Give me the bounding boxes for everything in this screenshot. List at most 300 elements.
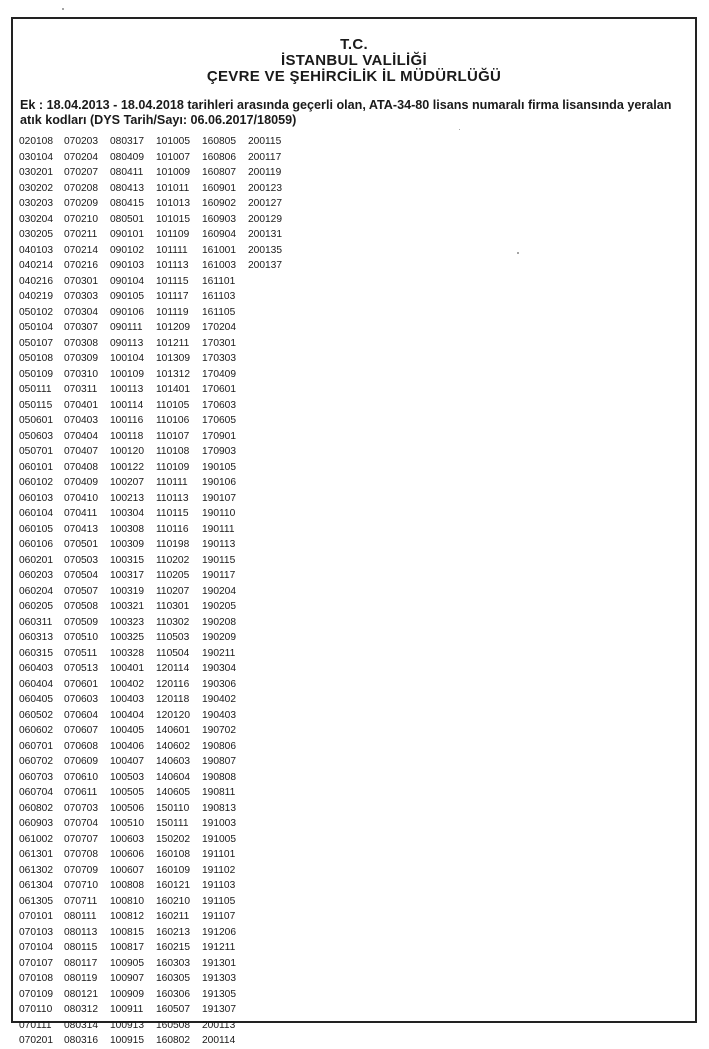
waste-code: 060103 xyxy=(19,492,53,504)
waste-code: 150110 xyxy=(156,802,190,814)
waste-code: 190105 xyxy=(202,461,236,473)
waste-code: 110198 xyxy=(156,539,190,550)
waste-code: 191102 xyxy=(202,864,236,876)
waste-code: 161001 xyxy=(202,244,236,256)
waste-code: 100407 xyxy=(110,756,144,767)
waste-code: 191101 xyxy=(202,849,236,860)
waste-code: 070603 xyxy=(64,694,98,705)
waste-code: 060102 xyxy=(19,477,53,488)
waste-code: 110111 xyxy=(156,477,188,488)
waste-code: 110504 xyxy=(156,647,190,659)
waste-code: 100503 xyxy=(110,771,144,783)
waste-code: 110115 xyxy=(156,508,189,519)
waste-code: 070711 xyxy=(64,895,98,907)
waste-code: 160215 xyxy=(156,942,190,953)
code-column xyxy=(156,134,202,1049)
waste-code: 101013 xyxy=(156,198,190,209)
waste-code: 060203 xyxy=(19,570,53,581)
header-tc: T.C. xyxy=(340,36,368,53)
waste-code: 161103 xyxy=(202,291,236,302)
waste-code: 101309 xyxy=(156,353,190,364)
waste-code: 160211 xyxy=(156,911,190,922)
waste-code: 100817 xyxy=(110,942,144,953)
waste-code: 190304 xyxy=(202,663,236,674)
waste-code: 100915 xyxy=(110,1035,144,1046)
waste-code: 100323 xyxy=(110,616,144,628)
waste-code: 090104 xyxy=(110,275,144,287)
waste-code: 160902 xyxy=(202,198,236,209)
waste-code: 100606 xyxy=(110,849,144,860)
waste-code: 050601 xyxy=(19,415,53,426)
waste-code: 080415 xyxy=(110,198,144,209)
waste-code: 060703 xyxy=(19,771,53,783)
waste-code: 160903 xyxy=(202,213,236,225)
waste-code: 070208 xyxy=(64,182,98,194)
waste-code: 200137 xyxy=(248,260,282,271)
waste-code: 040216 xyxy=(19,275,53,287)
waste-code: 191107 xyxy=(202,911,236,922)
waste-code: 200113 xyxy=(202,1019,236,1031)
waste-code: 110301 xyxy=(156,601,190,612)
waste-code: 061305 xyxy=(19,895,53,907)
waste-code: 060313 xyxy=(19,632,53,643)
waste-code: 160121 xyxy=(156,880,190,891)
waste-code: 100607 xyxy=(110,864,144,876)
code-column xyxy=(64,134,110,1049)
waste-code: 160904 xyxy=(202,229,236,240)
waste-code: 100404 xyxy=(110,709,144,721)
waste-code: 191211 xyxy=(202,942,236,953)
waste-code: 120120 xyxy=(156,709,190,721)
waste-code: 160303 xyxy=(156,957,190,969)
waste-code: 110503 xyxy=(156,632,190,643)
annex-description: Ek : 18.04.2013 - 18.04.2018 tarihleri arasında geçerli olan, ATA-34-80 lisans numaralı firma lisansında yeralan atık kodları (DYS Tarih/Sayı: 06.06.2017/18059) xyxy=(20,98,672,127)
waste-code: 190702 xyxy=(202,725,236,736)
waste-code: 101209 xyxy=(156,322,190,333)
waste-code: 060602 xyxy=(19,725,53,736)
waste-code: 080117 xyxy=(64,957,98,969)
waste-code: 100812 xyxy=(110,911,144,922)
waste-code: 060701 xyxy=(19,740,53,752)
waste-code: 060502 xyxy=(19,709,53,721)
waste-code: 191005 xyxy=(202,833,236,845)
waste-code: 070510 xyxy=(64,632,98,643)
waste-code: 100603 xyxy=(110,833,144,845)
waste-code: 060404 xyxy=(19,678,53,690)
waste-code: 101007 xyxy=(156,151,190,163)
waste-code: 060104 xyxy=(19,508,53,519)
waste-code: 070508 xyxy=(64,601,98,612)
code-column xyxy=(110,134,156,1049)
waste-code: 100405 xyxy=(110,725,144,736)
waste-code: 080111 xyxy=(64,911,97,922)
waste-code: 070307 xyxy=(64,322,98,333)
waste-code: 100122 xyxy=(110,461,144,473)
waste-code: 160306 xyxy=(156,988,190,1000)
waste-code: 060106 xyxy=(19,539,53,550)
waste-code: 110202 xyxy=(156,554,190,566)
waste-code: 100911 xyxy=(110,1004,144,1015)
waste-code: 070611 xyxy=(64,787,98,798)
waste-code: 190306 xyxy=(202,678,236,690)
waste-code: 191303 xyxy=(202,973,236,984)
waste-code: 120114 xyxy=(156,663,190,674)
waste-code: 070513 xyxy=(64,663,98,674)
waste-code: 160213 xyxy=(156,926,190,938)
waste-code: 200131 xyxy=(248,229,282,240)
header-mudurluk: ÇEVRE VE ŞEHİRCİLİK İL MÜDÜRLÜĞÜ xyxy=(206,68,502,85)
waste-code: 101211 xyxy=(156,337,190,349)
waste-code: 100109 xyxy=(110,368,144,380)
waste-code: 160508 xyxy=(156,1019,190,1031)
waste-code: 070204 xyxy=(64,151,98,163)
waste-code: 070303 xyxy=(64,291,98,302)
waste-code: 070409 xyxy=(64,477,98,488)
waste-code: 070407 xyxy=(64,446,98,457)
waste-code: 080121 xyxy=(64,988,98,1000)
waste-code: 161003 xyxy=(202,260,236,271)
waste-code: 190113 xyxy=(202,539,236,550)
waste-code: 140602 xyxy=(156,740,190,752)
waste-code: 100905 xyxy=(110,957,144,969)
waste-code: 100909 xyxy=(110,988,144,1000)
waste-code: 190208 xyxy=(202,616,236,628)
waste-code: 040103 xyxy=(19,244,53,256)
waste-code: 100317 xyxy=(110,570,144,581)
waste-code: 070310 xyxy=(64,368,98,380)
waste-code: 090105 xyxy=(110,291,144,302)
page-frame xyxy=(11,17,697,1046)
waste-code: 100506 xyxy=(110,802,144,814)
waste-code: 070411 xyxy=(64,508,98,519)
waste-code: 100510 xyxy=(110,818,144,829)
waste-code: 070507 xyxy=(64,585,98,597)
waste-code: 110116 xyxy=(156,523,189,535)
waste-code: 101005 xyxy=(156,136,190,147)
waste-code: 060201 xyxy=(19,554,53,566)
waste-code: 190211 xyxy=(202,647,236,659)
waste-code: 100406 xyxy=(110,740,144,752)
waste-code: 101119 xyxy=(156,306,189,318)
waste-code: 190807 xyxy=(202,756,236,767)
waste-code: 101115 xyxy=(156,275,189,287)
waste-code: 170903 xyxy=(202,446,236,457)
waste-code: 200135 xyxy=(248,244,282,256)
waste-code: 070110 xyxy=(19,1004,53,1015)
waste-code: 200119 xyxy=(248,167,282,178)
waste-code: 030104 xyxy=(19,151,53,163)
waste-code: 070704 xyxy=(64,818,98,829)
waste-code: 090113 xyxy=(110,337,144,349)
waste-code: 100328 xyxy=(110,647,144,659)
waste-code: 100308 xyxy=(110,523,144,535)
waste-code: 140601 xyxy=(156,725,190,736)
waste-code: 070308 xyxy=(64,337,98,349)
waste-code: 070408 xyxy=(64,461,98,473)
waste-code: 050108 xyxy=(19,353,53,364)
waste-code: 150111 xyxy=(156,818,189,829)
waste-code: 070410 xyxy=(64,492,98,504)
waste-code: 190205 xyxy=(202,601,236,612)
waste-code: 160305 xyxy=(156,973,190,984)
code-column xyxy=(19,134,64,1049)
scan-speck xyxy=(517,252,519,254)
waste-code: 190808 xyxy=(202,771,236,783)
waste-code: 110105 xyxy=(156,399,190,411)
waste-code: 080312 xyxy=(64,1004,98,1015)
waste-code: 110205 xyxy=(156,570,190,581)
waste-code: 070216 xyxy=(64,260,98,271)
waste-code: 030201 xyxy=(19,167,53,178)
waste-code: 060101 xyxy=(19,461,53,473)
waste-code: 190813 xyxy=(202,802,236,814)
waste-code: 101109 xyxy=(156,229,190,240)
waste-code: 070501 xyxy=(64,539,98,550)
waste-code: 110106 xyxy=(156,415,190,426)
waste-code: 090101 xyxy=(110,229,144,240)
waste-code: 060802 xyxy=(19,802,53,814)
waste-code: 080409 xyxy=(110,151,144,163)
waste-code: 050104 xyxy=(19,322,53,333)
waste-code: 191305 xyxy=(202,988,236,1000)
waste-code: 060204 xyxy=(19,585,53,597)
waste-code: 190209 xyxy=(202,632,236,643)
code-column xyxy=(248,134,298,1049)
waste-code: 190107 xyxy=(202,492,236,504)
waste-code: 200114 xyxy=(202,1035,236,1046)
waste-code: 200117 xyxy=(248,151,282,163)
waste-code: 060311 xyxy=(19,616,53,628)
waste-code: 101009 xyxy=(156,167,190,178)
waste-code: 060405 xyxy=(19,694,53,705)
waste-code: 080316 xyxy=(64,1035,98,1046)
waste-code: 070104 xyxy=(19,942,53,953)
waste-code: 160108 xyxy=(156,849,190,860)
waste-code: 070301 xyxy=(64,275,98,287)
waste-code: 080314 xyxy=(64,1019,98,1031)
waste-code: 160901 xyxy=(202,182,236,194)
waste-code: 070210 xyxy=(64,213,98,225)
waste-code: 060702 xyxy=(19,756,53,767)
waste-code: 060903 xyxy=(19,818,53,829)
waste-code: 050115 xyxy=(19,399,53,411)
waste-code: 100505 xyxy=(110,787,144,798)
waste-code: 040214 xyxy=(19,260,53,271)
waste-code: 160109 xyxy=(156,864,190,876)
waste-code: 100113 xyxy=(110,384,144,395)
waste-code: 100104 xyxy=(110,353,144,364)
waste-code: 060205 xyxy=(19,601,53,612)
waste-code: 200127 xyxy=(248,198,282,209)
waste-code: 070404 xyxy=(64,430,98,442)
waste-code: 161105 xyxy=(202,306,236,318)
waste-code: 100913 xyxy=(110,1019,144,1031)
waste-code: 080501 xyxy=(110,213,144,225)
waste-code: 061301 xyxy=(19,849,53,860)
waste-code: 070504 xyxy=(64,570,98,581)
waste-code: 070311 xyxy=(64,384,98,395)
waste-code: 070107 xyxy=(19,957,53,969)
waste-code: 100304 xyxy=(110,508,144,519)
waste-code: 060315 xyxy=(19,647,53,659)
waste-code: 100808 xyxy=(110,880,144,891)
waste-code: 100116 xyxy=(110,415,144,426)
waste-code: 190402 xyxy=(202,694,236,705)
waste-code: 080113 xyxy=(64,926,98,938)
waste-code: 110207 xyxy=(156,585,190,597)
waste-code: 070610 xyxy=(64,771,98,783)
waste-code: 050701 xyxy=(19,446,53,457)
waste-code: 200129 xyxy=(248,213,282,225)
waste-code: 050109 xyxy=(19,368,53,380)
header-valilik: İSTANBUL VALİLİĞİ xyxy=(281,52,427,69)
waste-code: 190111 xyxy=(202,523,235,535)
waste-code: 110302 xyxy=(156,616,190,628)
waste-code: 191206 xyxy=(202,926,236,938)
waste-code: 050111 xyxy=(19,384,52,395)
waste-code: 060704 xyxy=(19,787,53,798)
waste-code: 100907 xyxy=(110,973,144,984)
waste-code: 101401 xyxy=(156,384,190,395)
waste-code: 190115 xyxy=(202,554,236,566)
waste-code: 060403 xyxy=(19,663,53,674)
waste-code: 100120 xyxy=(110,446,144,457)
waste-code: 170605 xyxy=(202,415,236,426)
waste-code: 030204 xyxy=(19,213,53,225)
waste-code: 170301 xyxy=(202,337,236,349)
waste-code: 100207 xyxy=(110,477,144,488)
waste-code: 061002 xyxy=(19,833,53,845)
waste-code: 200123 xyxy=(248,182,282,194)
waste-code: 160806 xyxy=(202,151,236,163)
waste-code: 161101 xyxy=(202,275,236,287)
waste-code: 030203 xyxy=(19,198,53,209)
waste-code: 160805 xyxy=(202,136,236,147)
waste-code: 190117 xyxy=(202,570,236,581)
waste-code: 070209 xyxy=(64,198,98,209)
waste-code: 090102 xyxy=(110,244,144,256)
waste-code: 170603 xyxy=(202,399,236,411)
waste-code: 160507 xyxy=(156,1004,190,1015)
waste-code: 070108 xyxy=(19,973,53,984)
waste-code: 160807 xyxy=(202,167,236,178)
waste-code: 100402 xyxy=(110,678,144,690)
waste-code: 070403 xyxy=(64,415,98,426)
waste-code: 080119 xyxy=(64,973,98,984)
waste-code: 070707 xyxy=(64,833,98,845)
waste-code: 070609 xyxy=(64,756,98,767)
waste-code: 100213 xyxy=(110,492,144,504)
waste-code: 190806 xyxy=(202,740,236,752)
waste-code: 070703 xyxy=(64,802,98,814)
waste-code: 070708 xyxy=(64,849,98,860)
waste-code: 101015 xyxy=(156,213,190,225)
waste-code: 070509 xyxy=(64,616,98,628)
waste-code: 140604 xyxy=(156,771,190,783)
waste-code: 070607 xyxy=(64,725,98,736)
waste-code: 101117 xyxy=(156,291,189,302)
waste-code: 100321 xyxy=(110,601,144,612)
waste-code: 030205 xyxy=(19,229,53,240)
waste-code: 120118 xyxy=(156,694,190,705)
waste-code: 050107 xyxy=(19,337,53,349)
waste-code: 100309 xyxy=(110,539,144,550)
waste-code: 070309 xyxy=(64,353,98,364)
waste-code: 070709 xyxy=(64,864,98,876)
waste-code: 080115 xyxy=(64,942,98,953)
waste-code: 080317 xyxy=(110,136,144,147)
waste-code: 170901 xyxy=(202,430,236,442)
waste-code: 110113 xyxy=(156,492,189,504)
waste-code: 080413 xyxy=(110,182,144,194)
waste-code: 101011 xyxy=(156,182,190,194)
waste-code: 140603 xyxy=(156,756,190,767)
waste-code: 170409 xyxy=(202,368,236,380)
waste-code: 160210 xyxy=(156,895,190,907)
waste-code: 070604 xyxy=(64,709,98,721)
waste-code: 100114 xyxy=(110,399,144,411)
waste-code: 090111 xyxy=(110,322,143,333)
waste-code: 040219 xyxy=(19,291,53,302)
waste-code: 060105 xyxy=(19,523,53,535)
waste-code: 100325 xyxy=(110,632,144,643)
waste-code: 070101 xyxy=(19,911,53,922)
waste-code: 070601 xyxy=(64,678,98,690)
waste-code: 070201 xyxy=(19,1035,53,1046)
waste-code: 191003 xyxy=(202,818,236,829)
waste-code: 140605 xyxy=(156,787,190,798)
waste-code: 100319 xyxy=(110,585,144,597)
code-column xyxy=(202,134,248,1049)
waste-code: 191301 xyxy=(202,957,236,969)
scan-speck xyxy=(459,129,460,130)
waste-code: 191103 xyxy=(202,880,236,891)
document-header xyxy=(13,37,695,85)
waste-code: 101113 xyxy=(156,260,189,271)
waste-code: 061302 xyxy=(19,864,53,876)
waste-code: 070103 xyxy=(19,926,53,938)
waste-code: 070203 xyxy=(64,136,98,147)
waste-code: 191307 xyxy=(202,1004,236,1015)
waste-code: 110109 xyxy=(156,461,190,473)
waste-code: 170204 xyxy=(202,322,236,333)
waste-code: 190811 xyxy=(202,787,236,798)
waste-code: 100810 xyxy=(110,895,144,907)
waste-code: 061304 xyxy=(19,880,53,891)
waste-code: 070109 xyxy=(19,988,53,1000)
waste-code: 070608 xyxy=(64,740,98,752)
waste-code: 110108 xyxy=(156,446,190,457)
waste-code: 070111 xyxy=(19,1019,52,1031)
waste-code: 100403 xyxy=(110,694,144,705)
waste-code: 110107 xyxy=(156,430,190,442)
waste-code: 160802 xyxy=(156,1035,190,1046)
waste-code: 050603 xyxy=(19,430,53,442)
waste-code: 170303 xyxy=(202,353,236,364)
waste-code: 070503 xyxy=(64,554,98,566)
waste-code: 170601 xyxy=(202,384,236,395)
waste-code: 080411 xyxy=(110,167,144,178)
waste-code: 070710 xyxy=(64,880,98,891)
waste-code: 101111 xyxy=(156,244,188,256)
waste-code: 070207 xyxy=(64,167,98,178)
waste-code: 070211 xyxy=(64,229,98,240)
waste-code: 030202 xyxy=(19,182,53,194)
scan-speck xyxy=(62,8,64,10)
waste-code: 070413 xyxy=(64,523,98,535)
waste-code: 020108 xyxy=(19,136,53,147)
waste-code: 191105 xyxy=(202,895,236,907)
